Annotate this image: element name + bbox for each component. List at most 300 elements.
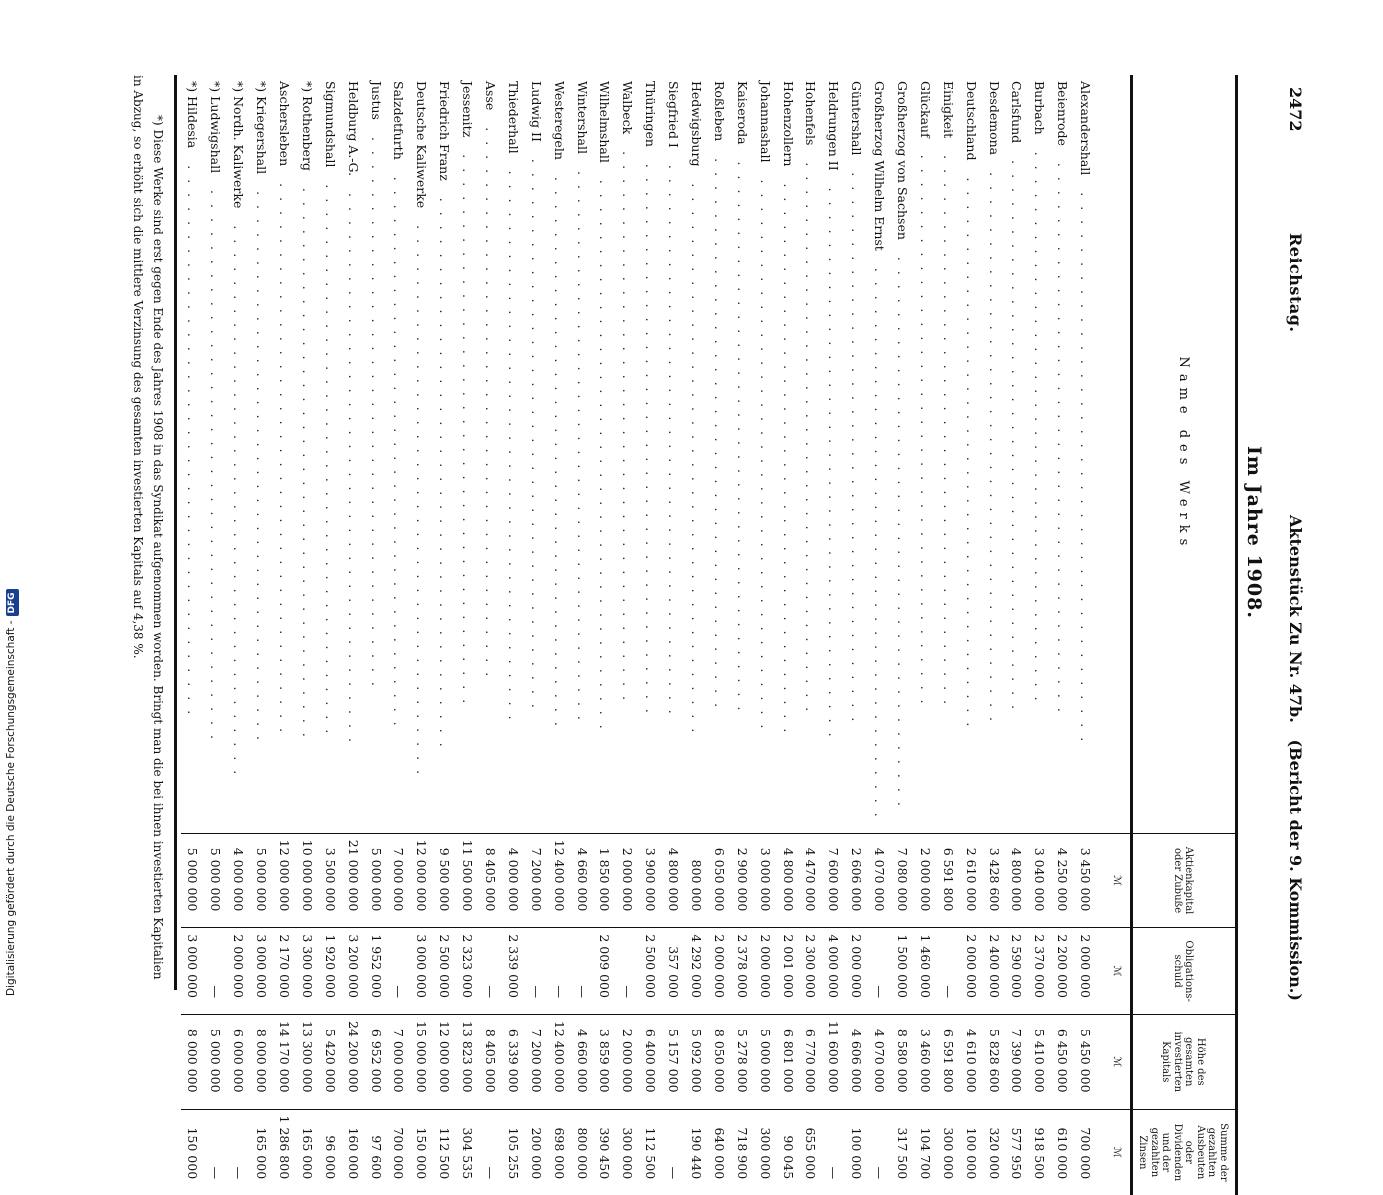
dividends-cell: 698 000 — [548, 1109, 571, 1195]
table-body — [181, 75, 1131, 1195]
werk-name: Ludwig II — [529, 81, 544, 145]
leader-dots: ........................................ — [620, 137, 636, 711]
total-cell: 13 300 000 — [296, 1014, 319, 1109]
werk-name: Alexandershall — [1078, 81, 1093, 178]
leader-dots: ........................................ — [689, 169, 705, 743]
table-row — [685, 75, 708, 1195]
werk-name: Siegfried I — [666, 81, 681, 151]
leader-dots: ........................................ — [1055, 148, 1071, 722]
dividends-cell: 165 000 — [250, 1109, 273, 1195]
werk-name: Carlsfund — [1010, 81, 1025, 146]
table-row — [891, 75, 914, 1195]
document-reference — [1286, 515, 1305, 1001]
leader-dots: ........................................ — [597, 165, 613, 739]
page-number: 2472 — [1286, 87, 1305, 132]
table-row — [983, 75, 1006, 1195]
debt-cell: 2 370 000 — [1028, 928, 1051, 1015]
total-cell: 5 420 000 — [319, 1014, 342, 1109]
werk-name: Aschersleben — [277, 81, 292, 169]
total-cell: 15 000 000 — [410, 1014, 433, 1109]
werk-name: Heldrungen II — [826, 81, 841, 174]
table-row — [1074, 75, 1097, 1195]
capital-cell: 3 000 000 — [754, 833, 777, 928]
unit-cell: ℳ — [1097, 928, 1131, 1015]
werk-name: Walbeck — [620, 81, 635, 137]
total-cell: 4 606 000 — [845, 1014, 868, 1109]
page-header — [1277, 75, 1313, 1001]
leader-dots: ........................................ — [414, 211, 430, 785]
debt-cell: 2 500 000 — [433, 928, 456, 1015]
table-row — [868, 75, 891, 1195]
dividends-cell: 700 000 — [388, 1109, 411, 1195]
dividends-cell: 150 000 — [181, 1109, 204, 1195]
debt-cell: — — [525, 928, 548, 1015]
dividends-cell: — — [227, 1109, 250, 1195]
werk-name-cell — [960, 75, 983, 833]
table-row — [181, 75, 204, 1195]
werk-name: Hohenfels — [803, 81, 818, 148]
leader-dots: ........................................ — [803, 148, 819, 722]
table-row — [525, 75, 548, 1195]
table-row — [754, 75, 777, 1195]
capital-cell: 2 606 000 — [845, 833, 868, 928]
debt-cell: 2 000 000 — [227, 928, 250, 1015]
werk-name: Glückauf — [918, 81, 933, 141]
werk-name-cell — [227, 75, 250, 833]
dividends-cell: 304 535 — [456, 1109, 479, 1195]
table-row — [1028, 75, 1051, 1195]
dividends-cell: — — [204, 1109, 227, 1195]
werk-name: Heldburg A.-G. — [346, 81, 361, 179]
debt-cell: — — [388, 928, 411, 1015]
dividends-cell: 105 255 — [502, 1109, 525, 1195]
werk-name: Einigkeit — [941, 81, 956, 141]
werk-name-cell — [937, 75, 960, 833]
dividends-cell: 90 045 — [777, 1109, 800, 1195]
total-cell: 12 400 000 — [548, 1014, 571, 1109]
capital-cell: 4 250 000 — [1051, 833, 1074, 928]
werk-name-cell — [433, 75, 456, 833]
werk-name: *) Rothenberg — [300, 81, 315, 174]
column-header-name: Name des Werks — [1132, 75, 1237, 833]
total-cell: 12 000 000 — [433, 1014, 456, 1109]
table-row — [250, 75, 273, 1195]
werk-name-cell — [777, 75, 800, 833]
capital-cell: 4 070 000 — [868, 833, 891, 928]
leader-dots: ........................................ — [277, 169, 292, 743]
capital-cell: 21 000 000 — [342, 833, 365, 928]
werk-name-cell — [594, 75, 617, 833]
leader-dots: ........................................ — [322, 170, 338, 744]
debt-cell: 2 009 000 — [594, 928, 617, 1015]
werk-name-cell — [800, 75, 823, 833]
unit-row — [1097, 75, 1131, 1195]
werk-name: Kaiseroda — [735, 81, 750, 148]
debt-cell: 3 000 000 — [181, 928, 204, 1015]
werk-name: *) Kriegershall — [254, 81, 269, 177]
capital-cell: 4 000 000 — [227, 833, 250, 928]
total-cell: 8 000 000 — [181, 1014, 204, 1109]
table-row — [502, 75, 525, 1195]
unit-cell: ℳ — [1097, 1109, 1131, 1195]
dividends-cell: 300 000 — [616, 1109, 639, 1195]
dividends-cell: 100 000 — [845, 1109, 868, 1195]
dividends-cell: 610 000 — [1051, 1109, 1074, 1195]
capital-cell: 2 900 000 — [731, 833, 754, 928]
leader-dots: ........................................ — [1078, 178, 1094, 752]
werk-name: *) Ludwigshall — [208, 81, 223, 176]
werk-name: Thüringen — [643, 81, 658, 150]
dividends-cell: — — [479, 1109, 502, 1195]
werk-name-cell — [868, 75, 891, 833]
dividends-cell: 104 700 — [914, 1109, 937, 1195]
leader-dots: ........................................ — [917, 140, 933, 714]
capital-cell: 6 050 000 — [708, 833, 731, 928]
werk-name: Justus — [369, 81, 384, 123]
leader-dots: ........................................ — [757, 165, 773, 739]
leader-dots: ........................................ — [345, 179, 361, 752]
werk-name-cell — [456, 75, 479, 833]
dfg-logo: DFG — [6, 589, 19, 616]
werk-name-cell — [342, 75, 365, 833]
leader-dots: ........................................ — [940, 141, 956, 715]
capital-cell: 3 428 600 — [983, 833, 1006, 928]
werk-name-cell — [548, 75, 571, 833]
capital-cell: 11 500 000 — [456, 833, 479, 928]
capital-cell: 5 000 000 — [204, 833, 227, 928]
dividends-cell: 100 000 — [960, 1109, 983, 1195]
dividends-cell: 165 000 — [296, 1109, 319, 1195]
report-reference: (Bericht der 9. Kommission.) — [1286, 739, 1305, 1001]
werk-name-cell — [525, 75, 548, 833]
werk-name-cell — [204, 75, 227, 833]
werk-name-cell — [685, 75, 708, 833]
total-cell: 6 400 000 — [639, 1014, 662, 1109]
dividends-cell: 918 500 — [1028, 1109, 1051, 1195]
werk-name: Großherzog von Sachsen — [895, 81, 910, 243]
debt-cell: 2 323 000 — [456, 928, 479, 1015]
leader-dots: ........................................ — [711, 144, 727, 718]
table-row — [273, 75, 296, 1195]
debt-cell: 2 170 000 — [273, 928, 296, 1015]
werk-name-cell — [410, 75, 433, 833]
dividends-cell: 640 000 — [708, 1109, 731, 1195]
werk-name-cell — [1074, 75, 1097, 833]
leader-dots: ........................................ — [299, 173, 315, 747]
table-row — [433, 75, 456, 1195]
dividends-cell: 718 900 — [731, 1109, 754, 1195]
total-cell: 3 859 000 — [594, 1014, 617, 1109]
total-cell: 3 460 000 — [914, 1014, 937, 1109]
total-cell: 6 339 000 — [502, 1014, 525, 1109]
table-row — [342, 75, 365, 1195]
leader-dots: ........................................ — [368, 122, 384, 696]
capital-cell: 8 405 000 — [479, 833, 502, 928]
capital-cell: 800 000 — [685, 833, 708, 928]
institution-title: Reichstag. — [1286, 233, 1305, 333]
leader-dots: ........................................ — [391, 162, 407, 736]
total-cell: 6 000 000 — [227, 1014, 250, 1109]
leader-dots: ........................................ — [460, 140, 476, 714]
debt-cell: 2 000 000 — [754, 928, 777, 1015]
werk-name: Hedwigsburg — [689, 81, 704, 169]
debt-cell: 2 378 000 — [731, 928, 754, 1015]
debt-cell: 1 460 000 — [914, 928, 937, 1015]
table-row — [937, 75, 960, 1195]
table-row — [319, 75, 342, 1195]
leader-dots: ........................................ — [963, 163, 979, 737]
werk-name-cell — [273, 75, 296, 833]
werk-name: Großherzog Wilhelm Ernst — [872, 81, 887, 254]
table-row — [548, 75, 571, 1195]
capital-cell: 6 591 800 — [937, 833, 960, 928]
table-row — [227, 75, 250, 1195]
capital-cell: 1 850 000 — [594, 833, 617, 928]
table-row — [777, 75, 800, 1195]
total-cell: 8 580 000 — [891, 1014, 914, 1109]
capital-cell: 2 610 000 — [960, 833, 983, 928]
dividends-cell: 1 286 800 — [273, 1109, 296, 1195]
total-cell: 8 000 000 — [250, 1014, 273, 1109]
werk-name: *) Hildesia — [185, 81, 200, 151]
werk-name-cell — [388, 75, 411, 833]
werk-name: Jessenitz — [460, 81, 475, 140]
total-cell: 11 600 000 — [822, 1014, 845, 1109]
leader-dots: ........................................ — [574, 157, 590, 730]
werk-name: Salzdetfurth — [391, 81, 406, 163]
table-row — [1051, 75, 1074, 1195]
leader-dots: ........................................ — [483, 113, 499, 687]
table-row — [479, 75, 502, 1195]
total-cell: 4 660 000 — [571, 1014, 594, 1109]
werk-name: Deutsche Kaliwerke — [414, 81, 429, 211]
capital-cell: 4 660 000 — [571, 833, 594, 928]
werk-name-cell — [616, 75, 639, 833]
leader-dots: ........................................ — [505, 156, 521, 730]
total-cell: 5 092 000 — [685, 1014, 708, 1109]
total-cell: 7 200 000 — [525, 1014, 548, 1109]
document-number: Aktenstück Zu Nr. 47b. — [1286, 515, 1305, 723]
debt-cell: 2 000 000 — [708, 928, 731, 1015]
werk-name-cell — [754, 75, 777, 833]
werk-name-cell — [365, 75, 388, 833]
debt-cell: 3 000 000 — [410, 928, 433, 1015]
werk-name-cell — [891, 75, 914, 833]
capital-cell: 9 500 000 — [433, 833, 456, 928]
werk-name-cell — [731, 75, 754, 833]
debt-cell: 2 200 000 — [1051, 928, 1074, 1015]
capital-cell: 3 900 000 — [639, 833, 662, 928]
leader-dots: ........................................ — [872, 253, 888, 827]
digitization-text: Digitalisierung gefördert durch die Deutsche Forschungsgemeinschaft - — [5, 620, 17, 996]
capital-cell: 4 470 000 — [800, 833, 823, 928]
dividends-cell: 800 000 — [571, 1109, 594, 1195]
werk-name-cell — [1051, 75, 1074, 833]
capital-cell: 5 000 000 — [250, 833, 273, 928]
column-header-total: Höhe des gesamten investierten Kapitals — [1132, 1014, 1237, 1109]
werk-name-cell — [914, 75, 937, 833]
dividends-cell: 300 000 — [937, 1109, 960, 1195]
leader-dots: ........................................ — [185, 151, 201, 725]
werk-name-cell — [1028, 75, 1051, 833]
total-cell: 8 050 000 — [708, 1014, 731, 1109]
debt-cell: 2 339 000 — [502, 928, 525, 1015]
werk-name-cell — [571, 75, 594, 833]
dividends-cell: — — [868, 1109, 891, 1195]
leader-dots: ........................................ — [849, 158, 865, 732]
table-row — [616, 75, 639, 1195]
year-title: Im Jahre 1908. — [1243, 446, 1265, 619]
dividends-cell: 96 000 — [319, 1109, 342, 1195]
debt-cell: 3 200 000 — [342, 928, 365, 1015]
dividends-cell: 112 500 — [433, 1109, 456, 1195]
table-row — [410, 75, 433, 1195]
column-header-debt: Obligations-schuld — [1132, 928, 1237, 1015]
werk-name-cell — [181, 75, 204, 833]
capital-cell: 4 800 000 — [662, 833, 685, 928]
capital-cell: 2 000 000 — [914, 833, 937, 928]
total-cell: 6 770 000 — [800, 1014, 823, 1109]
total-cell: 4 070 000 — [868, 1014, 891, 1109]
debt-cell: 357 000 — [662, 928, 685, 1015]
dividends-cell: 112 500 — [639, 1109, 662, 1195]
werk-name: Westeregeln — [552, 81, 567, 163]
capital-cell: 7 000 000 — [388, 833, 411, 928]
debt-cell: — — [937, 928, 960, 1015]
werk-name-cell — [1006, 75, 1029, 833]
total-cell: 13 823 000 — [456, 1014, 479, 1109]
total-cell: 2 000 000 — [616, 1014, 639, 1109]
werk-name: Wilhelmshall — [597, 81, 612, 166]
debt-cell: 1 952 000 — [365, 928, 388, 1015]
leader-dots: ........................................ — [666, 150, 682, 724]
leader-dots: ........................................ — [986, 158, 1002, 732]
leader-dots: ........................................ — [208, 176, 224, 749]
capital-cell: 7 080 000 — [891, 833, 914, 928]
total-cell: 5 157 000 — [662, 1014, 685, 1109]
werk-name: Güntershall — [849, 81, 864, 158]
total-cell: 6 801 000 — [777, 1014, 800, 1109]
debt-cell: 1 920 000 — [319, 928, 342, 1015]
debt-cell: 2 000 000 — [1074, 928, 1097, 1015]
capital-cell: 12 400 000 — [548, 833, 571, 928]
leader-dots: ........................................ — [254, 177, 270, 751]
capital-cell: 3 500 000 — [319, 833, 342, 928]
capital-cell: 2 000 000 — [616, 833, 639, 928]
total-cell: 14 170 000 — [273, 1014, 296, 1109]
debt-cell: 1 500 000 — [891, 928, 914, 1015]
debt-cell: — — [868, 928, 891, 1015]
table-row — [1006, 75, 1029, 1195]
werk-name: Hohenzollern — [781, 81, 796, 169]
leader-dots: ........................................ — [437, 183, 453, 757]
table-row — [456, 75, 479, 1195]
capital-cell: 3 450 000 — [1074, 833, 1097, 928]
table-header-row — [1132, 75, 1237, 1195]
dividends-cell: 200 000 — [525, 1109, 548, 1195]
table-row — [822, 75, 845, 1195]
debt-cell: 3 000 000 — [250, 928, 273, 1015]
total-cell: 5 828 600 — [983, 1014, 1006, 1109]
dividends-cell: 320 000 — [983, 1109, 1006, 1195]
capital-cell: 7 200 000 — [525, 833, 548, 928]
dividends-cell: 300 000 — [754, 1109, 777, 1195]
table-row — [708, 75, 731, 1195]
debt-cell: 2 400 000 — [983, 928, 1006, 1015]
werk-name: Wintershall — [575, 81, 590, 157]
table-row — [204, 75, 227, 1195]
digitization-note — [3, 576, 19, 996]
dividends-cell: 655 000 — [800, 1109, 823, 1195]
dividends-cell: 317 500 — [891, 1109, 914, 1195]
table-bottom-rule — [174, 75, 177, 990]
leader-dots: ........................................ — [528, 144, 544, 718]
leader-dots: ........................................ — [826, 173, 842, 747]
werk-name-cell — [296, 75, 319, 833]
unit-cell: ℳ — [1097, 1014, 1131, 1109]
debt-cell: 4 292 000 — [685, 928, 708, 1015]
total-cell: 5 278 000 — [731, 1014, 754, 1109]
dividends-cell: 390 450 — [594, 1109, 617, 1195]
werk-name-cell — [822, 75, 845, 833]
werk-name: Burbach — [1032, 81, 1047, 138]
table-row — [296, 75, 319, 1195]
werk-name-cell — [983, 75, 1006, 833]
debt-cell: 2 500 000 — [639, 928, 662, 1015]
werk-name: Johannashall — [758, 81, 773, 166]
leader-dots: ........................................ — [1032, 137, 1048, 711]
werk-name: Thiederhall — [506, 81, 521, 157]
debt-cell: — — [204, 928, 227, 1015]
werk-name: Asse — [483, 81, 498, 113]
werk-name: Friedrich Franz — [437, 81, 452, 184]
werk-name-cell — [708, 75, 731, 833]
capital-cell: 4 800 000 — [777, 833, 800, 928]
dividends-cell: 700 000 — [1074, 1109, 1097, 1195]
leader-dots: ........................................ — [780, 169, 796, 743]
capital-cell: 5 000 000 — [365, 833, 388, 928]
leader-dots: ........................................ — [643, 149, 659, 723]
capital-cell: 5 000 000 — [181, 833, 204, 928]
total-cell: 7 390 000 — [1006, 1014, 1029, 1109]
debt-cell: — — [548, 928, 571, 1015]
werk-name: *) Nordh. Kaliwerke — [231, 81, 246, 211]
capital-cell: 4 800 000 — [1006, 833, 1029, 928]
debt-cell: — — [479, 928, 502, 1015]
capital-table — [181, 75, 1238, 1195]
capital-cell: 7 600 000 — [822, 833, 845, 928]
total-cell: 6 591 800 — [937, 1014, 960, 1109]
werk-name-cell — [662, 75, 685, 833]
table-row — [845, 75, 868, 1195]
debt-cell: — — [571, 928, 594, 1015]
dividends-cell: — — [822, 1109, 845, 1195]
werk-name: Roßleben — [712, 81, 727, 144]
debt-cell: 2 300 000 — [800, 928, 823, 1015]
debt-cell: 4 000 000 — [822, 928, 845, 1015]
total-cell: 5 000 000 — [754, 1014, 777, 1109]
total-cell: 4 610 000 — [960, 1014, 983, 1109]
total-cell: 7 000 000 — [388, 1014, 411, 1109]
total-cell: 5 450 000 — [1074, 1014, 1097, 1109]
werk-name-cell — [845, 75, 868, 833]
column-header-capital: Aktienkapital oder Zubuße — [1132, 833, 1237, 928]
table-row — [639, 75, 662, 1195]
capital-cell: 3 040 000 — [1028, 833, 1051, 928]
werk-name: Deutschland — [964, 81, 979, 163]
total-cell: 6 450 000 — [1051, 1014, 1074, 1109]
table-row — [960, 75, 983, 1195]
